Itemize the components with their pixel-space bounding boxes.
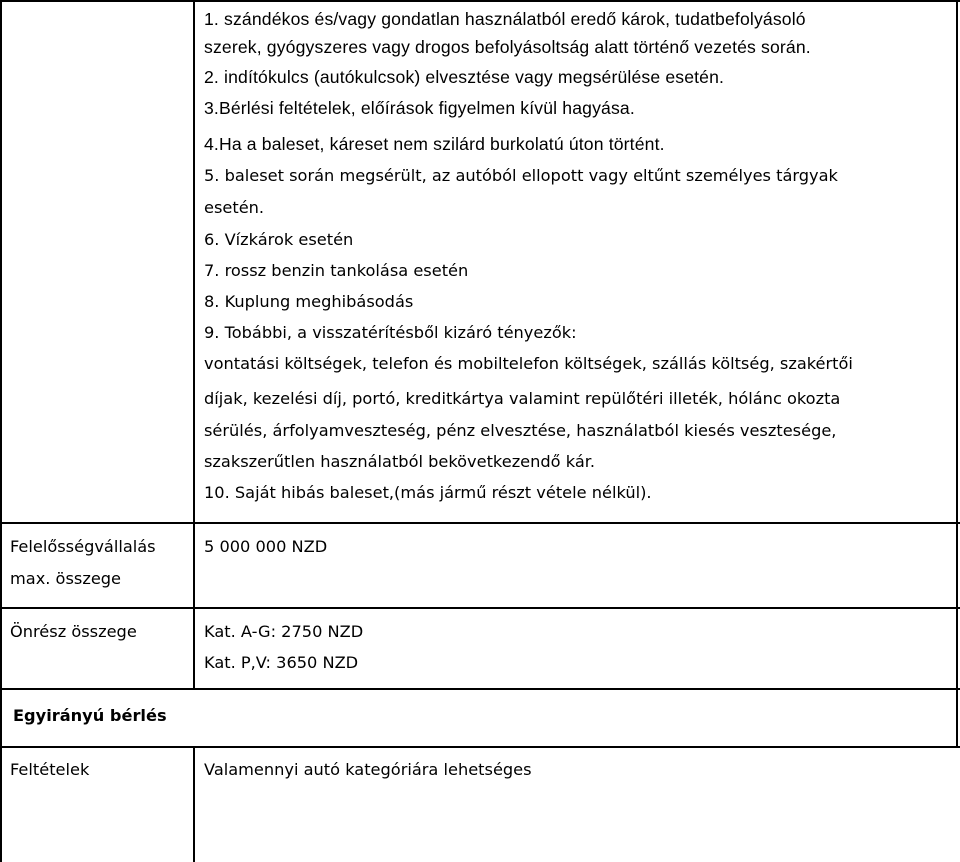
exclusion-line: 6. Vízkárok esetén: [204, 230, 354, 249]
exclusion-line: 8. Kuplung meghibásodás: [204, 292, 414, 311]
liability-label-line1: Felelősségvállalás: [10, 537, 156, 556]
row-divider-2: [0, 607, 960, 609]
row-divider-1: [0, 522, 960, 524]
exclusion-line: szerek, gyógyszeres vagy drogos befolyásoltság alatt történő vezetés során.: [204, 37, 811, 57]
exclusion-line: 2. indítókulcs (autókulcsok) elvesztése vagy megsérülése esetén.: [204, 67, 725, 87]
exclusion-line: 1. szándékos és/vagy gondatlan használatból eredő károk, tudatbefolyásoló: [204, 9, 806, 29]
exclusion-line: 5. baleset során megsérült, az autóból ellopott vagy eltűnt személyes tárgyak: [204, 166, 838, 185]
row-divider-3: [0, 688, 960, 690]
table-border-top: [0, 0, 960, 2]
lower-column-divider: [193, 746, 195, 862]
deductible-line1: Kat. A-G: 2750 NZD: [204, 622, 364, 641]
conditions-value: Valamennyi autó kategóriára lehetséges: [204, 760, 532, 779]
section-heading: Egyirányú bérlés: [13, 706, 167, 725]
exclusion-line: 9. Tobábbi, a visszatérítésből kizáró tényezők:: [204, 323, 577, 342]
column-divider: [193, 0, 195, 690]
table-border-right: [956, 0, 958, 748]
exclusion-line: díjak, kezelési díj, portó, kreditkártya valamint repülőtéri illeték, hólánc okozta: [204, 389, 841, 408]
exclusion-line: 3.Bérlési feltételek, előírások figyelmen kívül hagyása.: [204, 98, 635, 118]
liability-value: 5 000 000 NZD: [204, 537, 328, 556]
exclusion-line: esetén.: [204, 198, 265, 217]
exclusion-line: 4.Ha a baleset, káreset nem szilárd burkolatú úton történt.: [204, 134, 665, 154]
exclusion-line: szakszerűtlen használatból bekövetkezendő kár.: [204, 452, 596, 471]
lower-border-left: [0, 746, 2, 862]
deductible-line2: Kat. P,V: 3650 NZD: [204, 653, 359, 672]
deductible-label: Önrész összege: [10, 622, 137, 641]
liability-label-line2: max. összege: [10, 569, 122, 588]
conditions-label: Feltételek: [10, 760, 90, 779]
exclusion-line: sérülés, árfolyamveszteség, pénz elvesztése, használatból kiesés vesztesége,: [204, 421, 837, 440]
table-border-left: [0, 0, 2, 748]
exclusion-line: vontatási költségek, telefon és mobiltelefon költségek, szállás költség, szakértői: [204, 354, 853, 373]
exclusion-line: 10. Saját hibás baleset,(más jármű részt vétele nélkül).: [204, 483, 652, 502]
exclusion-line: 7. rossz benzin tankolása esetén: [204, 261, 469, 280]
row-divider-4: [0, 746, 960, 748]
